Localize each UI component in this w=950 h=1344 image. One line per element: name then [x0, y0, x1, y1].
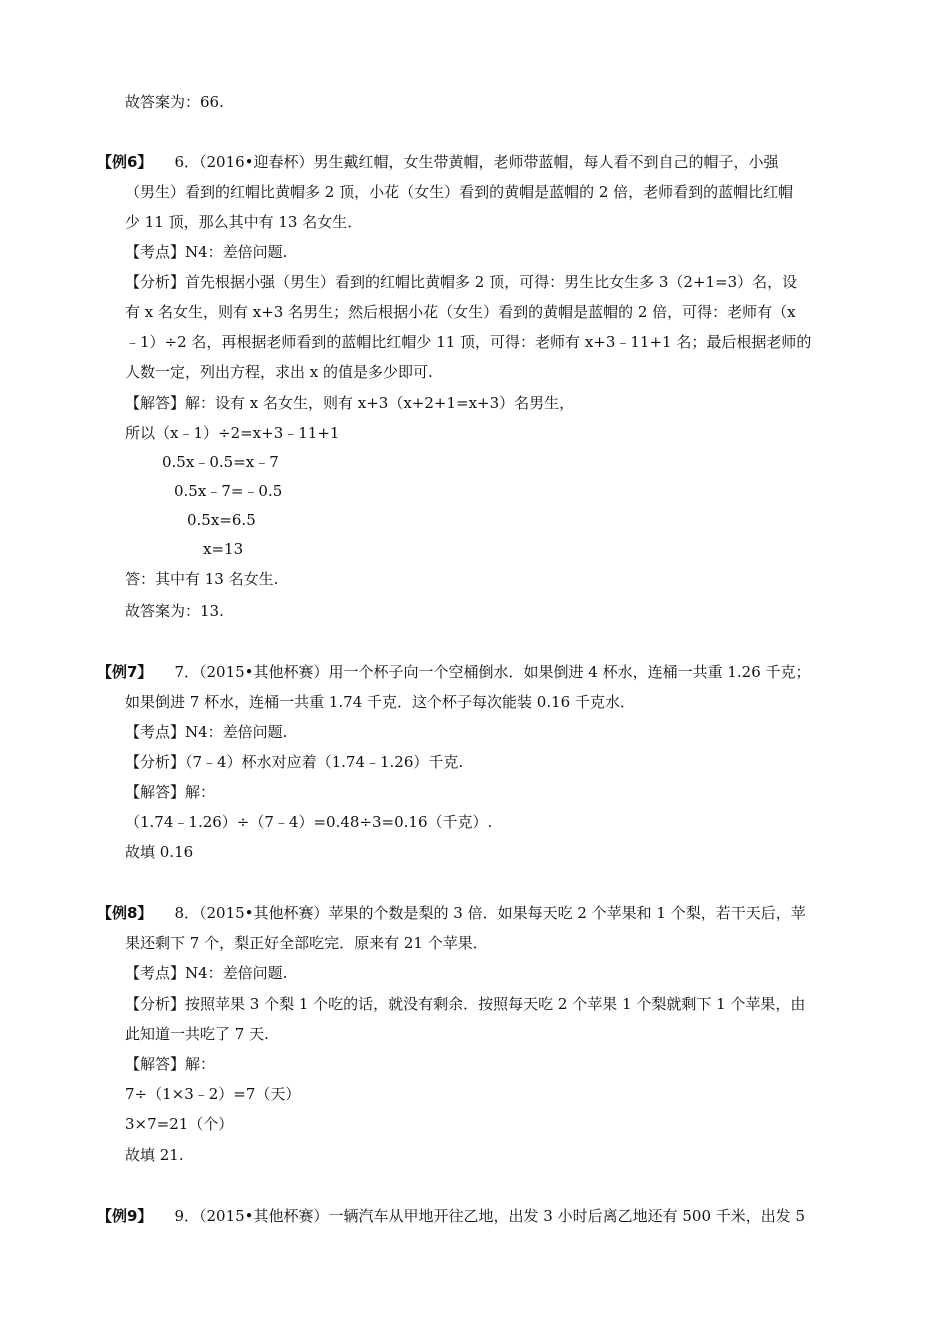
example-7-label: 【例7】: [97, 663, 153, 681]
example-6-question-line-2: （男生）看到的红帽比黄帽多 2 顶，小花（女生）看到的黄帽是蓝帽的 2 倍，老师看到的蓝帽比红帽: [125, 183, 794, 201]
example-9-label: 【例9】: [97, 1207, 153, 1225]
example-8-fill: 故填 21.: [125, 1146, 184, 1164]
example-7-first-line: [97, 662, 811, 682]
answer-line: 故答案为：66.: [125, 93, 224, 111]
example-6-answer: 答：其中有 13 名女生.: [125, 570, 279, 588]
example-6-kaodian: 【考点】N4：差倍问题.: [125, 243, 288, 261]
example-7-kaodian: 【考点】N4：差倍问题.: [125, 723, 288, 741]
example-7-question-line-2: 如果倒进 7 杯水，连桶一共重 1.74 千克．这个杯子每次能装 0.16 千克水．: [125, 693, 635, 711]
example-6-step-2: 0.5x﹣0.5=x﹣7: [162, 453, 279, 471]
example-8-question-line-1: 8．（2015•其他杯赛）苹果的个数是梨的 3 倍．如果每天吃 2 个苹果和 1 个梨，若干天后，苹: [174, 904, 806, 922]
example-8-solution: 【解答】解：: [125, 1055, 216, 1073]
example-6-step-1: 所以（x﹣1）÷2=x+3﹣11+1: [125, 424, 340, 442]
example-7-fill: 故填 0.16: [125, 843, 194, 861]
example-6-final-answer: 故答案为：13.: [125, 602, 224, 620]
example-8-label: 【例8】: [97, 904, 153, 922]
example-6-solution: 【解答】解：设有 x 名女生，则有 x+3（x+2+1=x+3）名男生，: [125, 394, 575, 412]
example-8-first-line: [97, 903, 806, 923]
example-6-step-5: x=13: [203, 540, 244, 558]
example-6-analysis-line-3: ﹣1）÷2 名，再根据老师看到的蓝帽比红帽少 11 顶，可得：老师有 x+3﹣11+1 名；最后根据老师的: [125, 333, 812, 351]
example-7-solution: 【解答】解：: [125, 783, 216, 801]
example-8-question-line-2: 果还剩下 7 个，梨正好全部吃完．原来有 21 个苹果．: [125, 934, 488, 952]
example-6-question-line-3: 少 11 顶，那么其中有 13 名女生．: [125, 213, 363, 231]
example-6-label: 【例6】: [97, 153, 153, 171]
example-6-step-3: 0.5x﹣7=﹣0.5: [174, 482, 283, 500]
example-6-step-4: 0.5x=6.5: [187, 511, 256, 529]
example-6-analysis-line-4: 人数一定，列出方程，求出 x 的值是多少即可.: [125, 363, 433, 381]
example-6-first-line: [97, 152, 779, 172]
example-8-analysis-line-1: 【分析】按照苹果 3 个梨 1 个吃的话，就没有剩余．按照每天吃 2 个苹果 1 个梨就剩下 1 个苹果，由: [125, 995, 806, 1013]
example-8-kaodian: 【考点】N4：差倍问题.: [125, 964, 288, 982]
example-7-question-line-1: 7．（2015•其他杯赛）用一个杯子向一个空桶倒水．如果倒进 4 杯水，连桶一共重 1.26 千克；: [174, 663, 811, 681]
example-8-calculation-1: 7÷（1×3﹣2）=7（天）: [125, 1085, 301, 1103]
example-8-analysis-line-2: 此知道一共吃了 7 天.: [125, 1025, 269, 1043]
example-6-question-line-1: 6．（2016•迎春杯）男生戴红帽，女生带黄帽，老师带蓝帽，每人看不到自己的帽子，小强: [174, 153, 779, 171]
example-9-first-line: [97, 1206, 805, 1226]
example-7-calculation: （1.74﹣1.26）÷（7﹣4）=0.48÷3=0.16（千克）.: [125, 813, 493, 831]
example-8-calculation-2: 3×7=21（个）: [125, 1115, 234, 1133]
example-6-analysis-line-2: 有 x 名女生，则有 x+3 名男生；然后根据小花（女生）看到的黄帽是蓝帽的 2 倍，可得：老师有（x: [125, 303, 796, 321]
example-7-analysis: 【分析】（7﹣4）杯水对应着（1.74﹣1.26）千克.: [125, 753, 464, 771]
example-6-analysis-line-1: 【分析】首先根据小强（男生）看到的红帽比黄帽多 2 顶，可得：男生比女生多 3（2+1=3）名，设: [125, 273, 798, 291]
example-9-question-line-1: 9．（2015•其他杯赛）一辆汽车从甲地开往乙地，出发 3 小时后离乙地还有 500 千米，出发 5: [174, 1207, 806, 1225]
